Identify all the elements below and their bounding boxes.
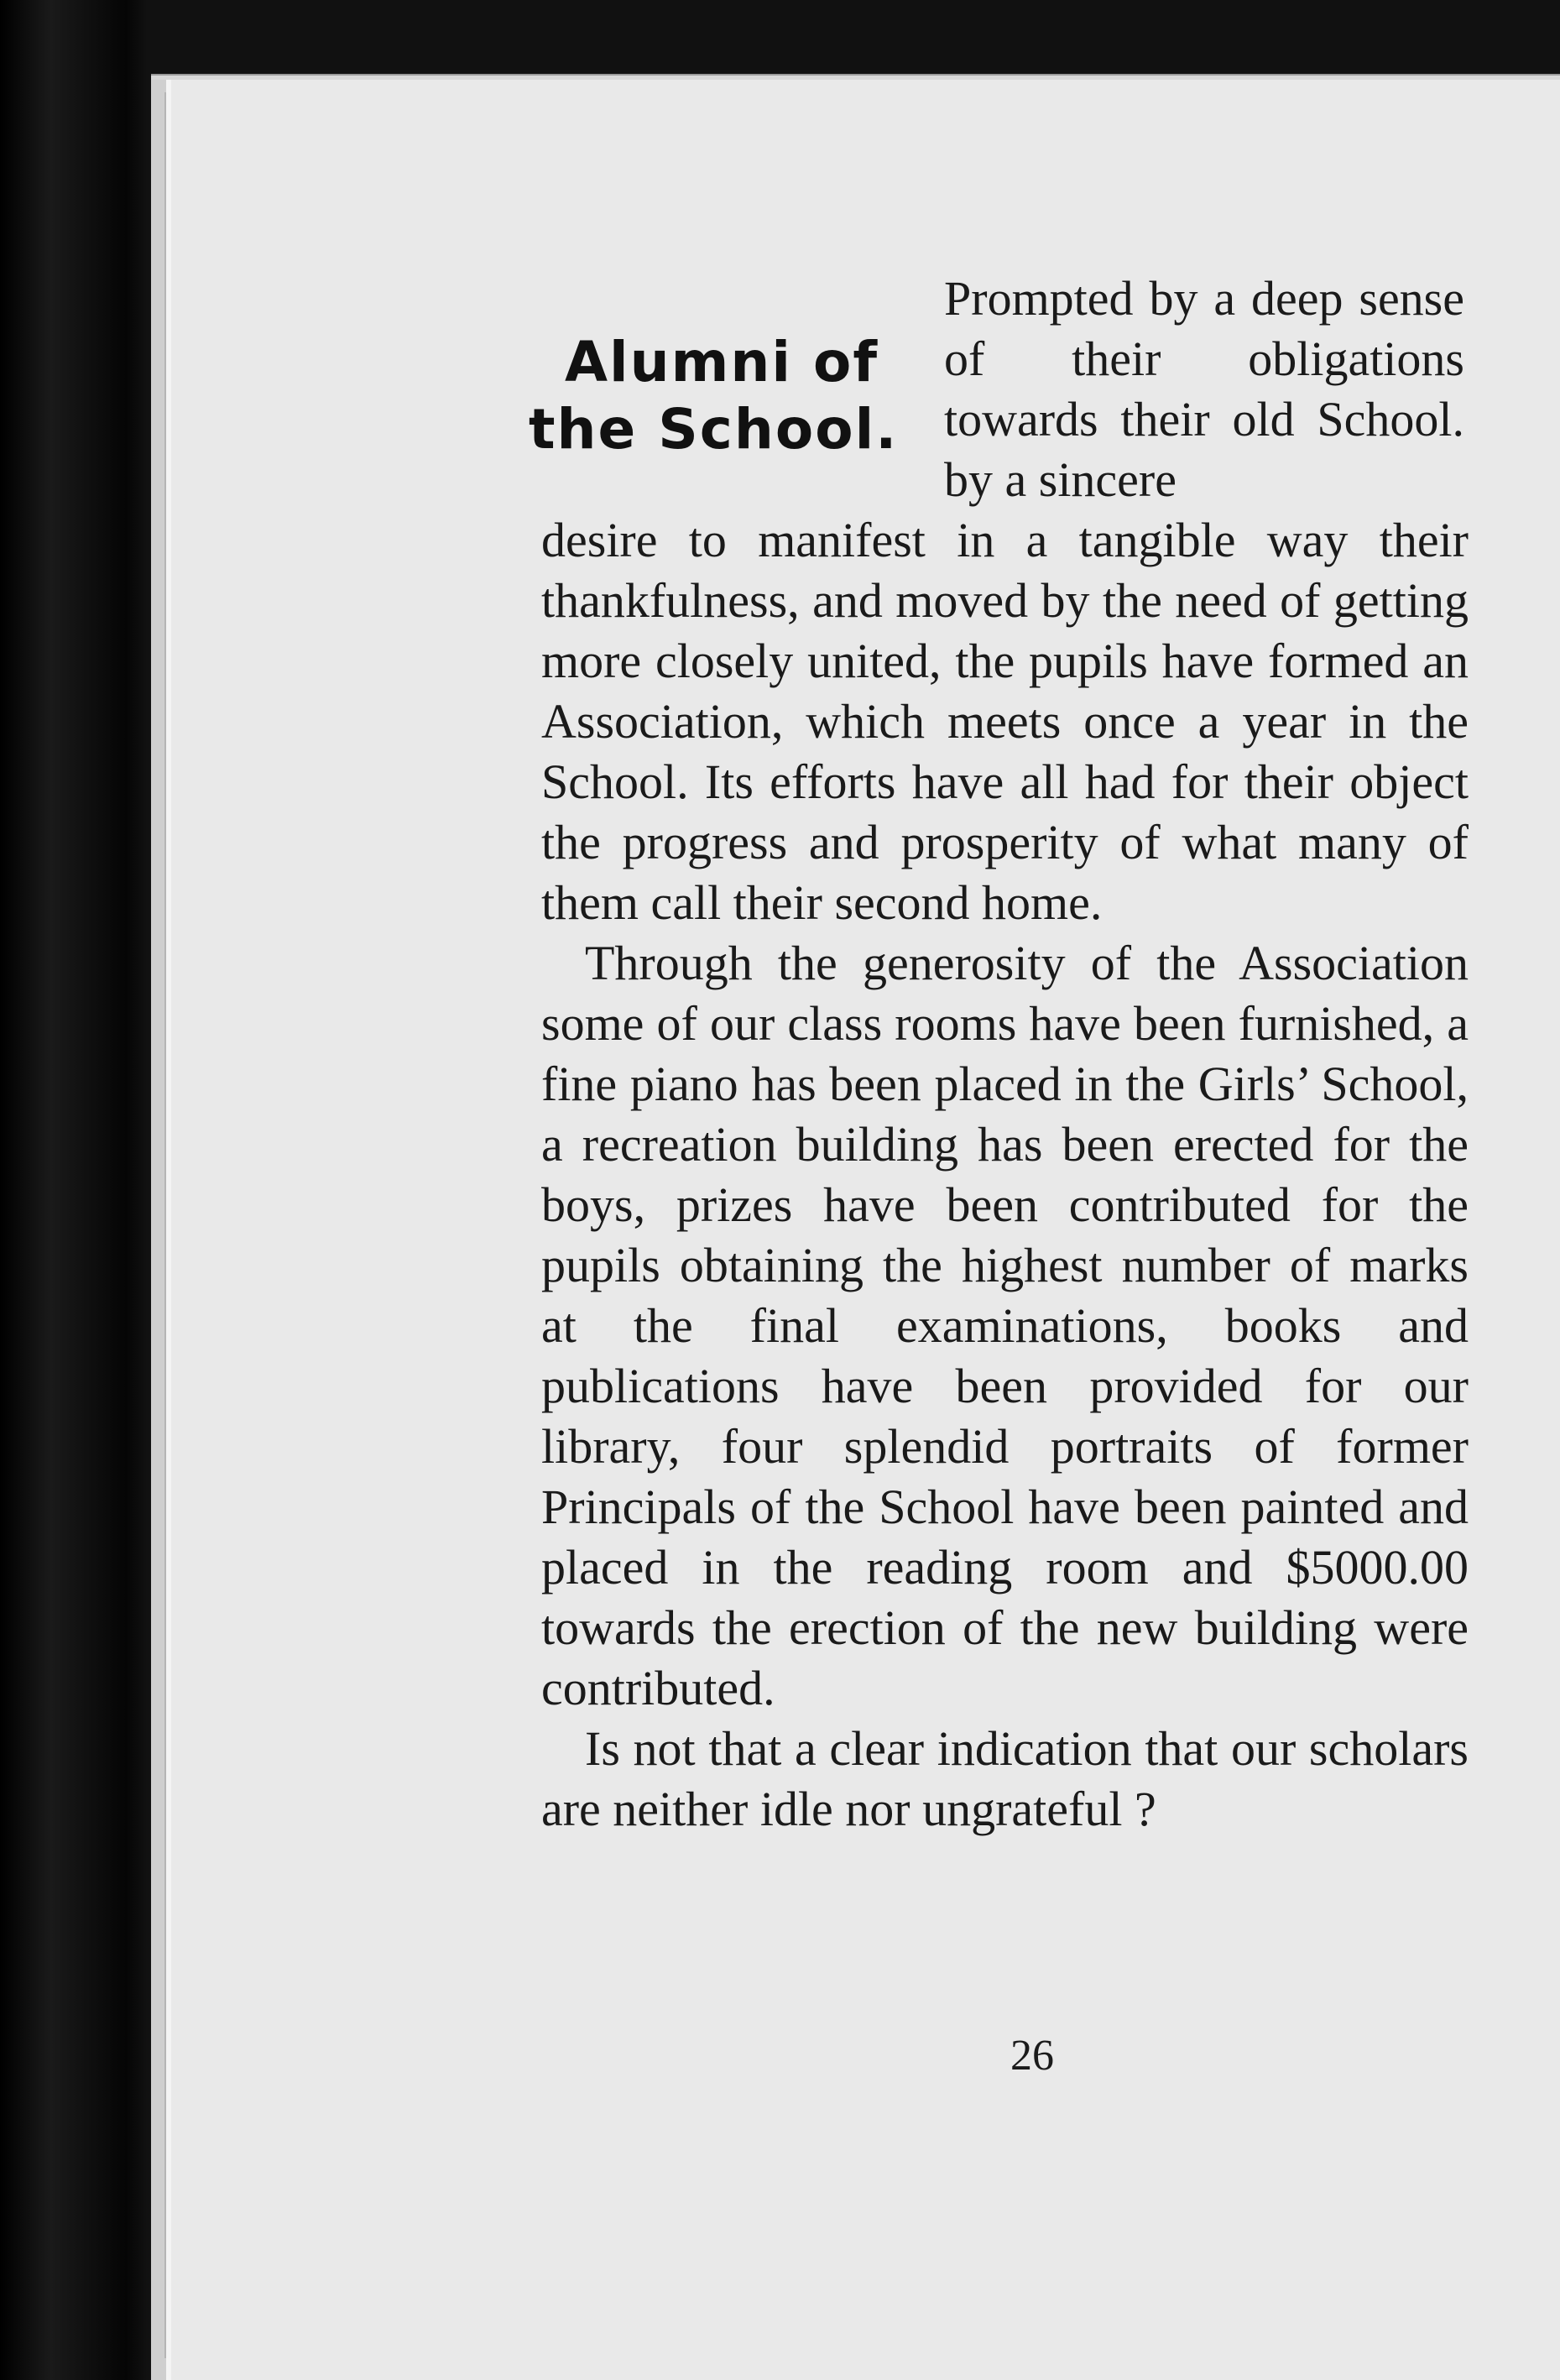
page-number: 26	[1010, 2032, 1054, 2080]
heading-line-2: the School.	[529, 397, 899, 462]
binding-line	[164, 92, 166, 2358]
heading-line-1: Alumni of	[564, 330, 879, 394]
paragraph-3: Is not that a clear indication that our scholars are neither idle nor ungrateful ?	[541, 1721, 1469, 1836]
paragraph-2: Through the generosity of the Association some of our class rooms have been furnished, a fine piano has been placed in the Girls’ School, a recreation building has been erected for the boys, prizes have been contributed for the pupils obtaining the highest number of marks at the final examinations, books and publications have been provided for our library, four splendid portraits of former Principals of the School have been painted and placed in the reading room and $5000.00 towards the erection of the new building were contributed.	[541, 936, 1469, 1715]
section-heading	[529, 329, 906, 463]
body-text	[541, 510, 1469, 1840]
intro-paragraph: Prompted by a deep sense of their obligations towards their old School. by a sincere	[944, 271, 1464, 507]
paragraph-1-continued: desire to manifest in a tangible way their thankfulness, and moved by the need of getting more closely united, the pupils have formed an Association, which meets once a year in the School. Its efforts have all had for their object the progress and prosperity of what many of them call their second home.	[541, 513, 1469, 930]
